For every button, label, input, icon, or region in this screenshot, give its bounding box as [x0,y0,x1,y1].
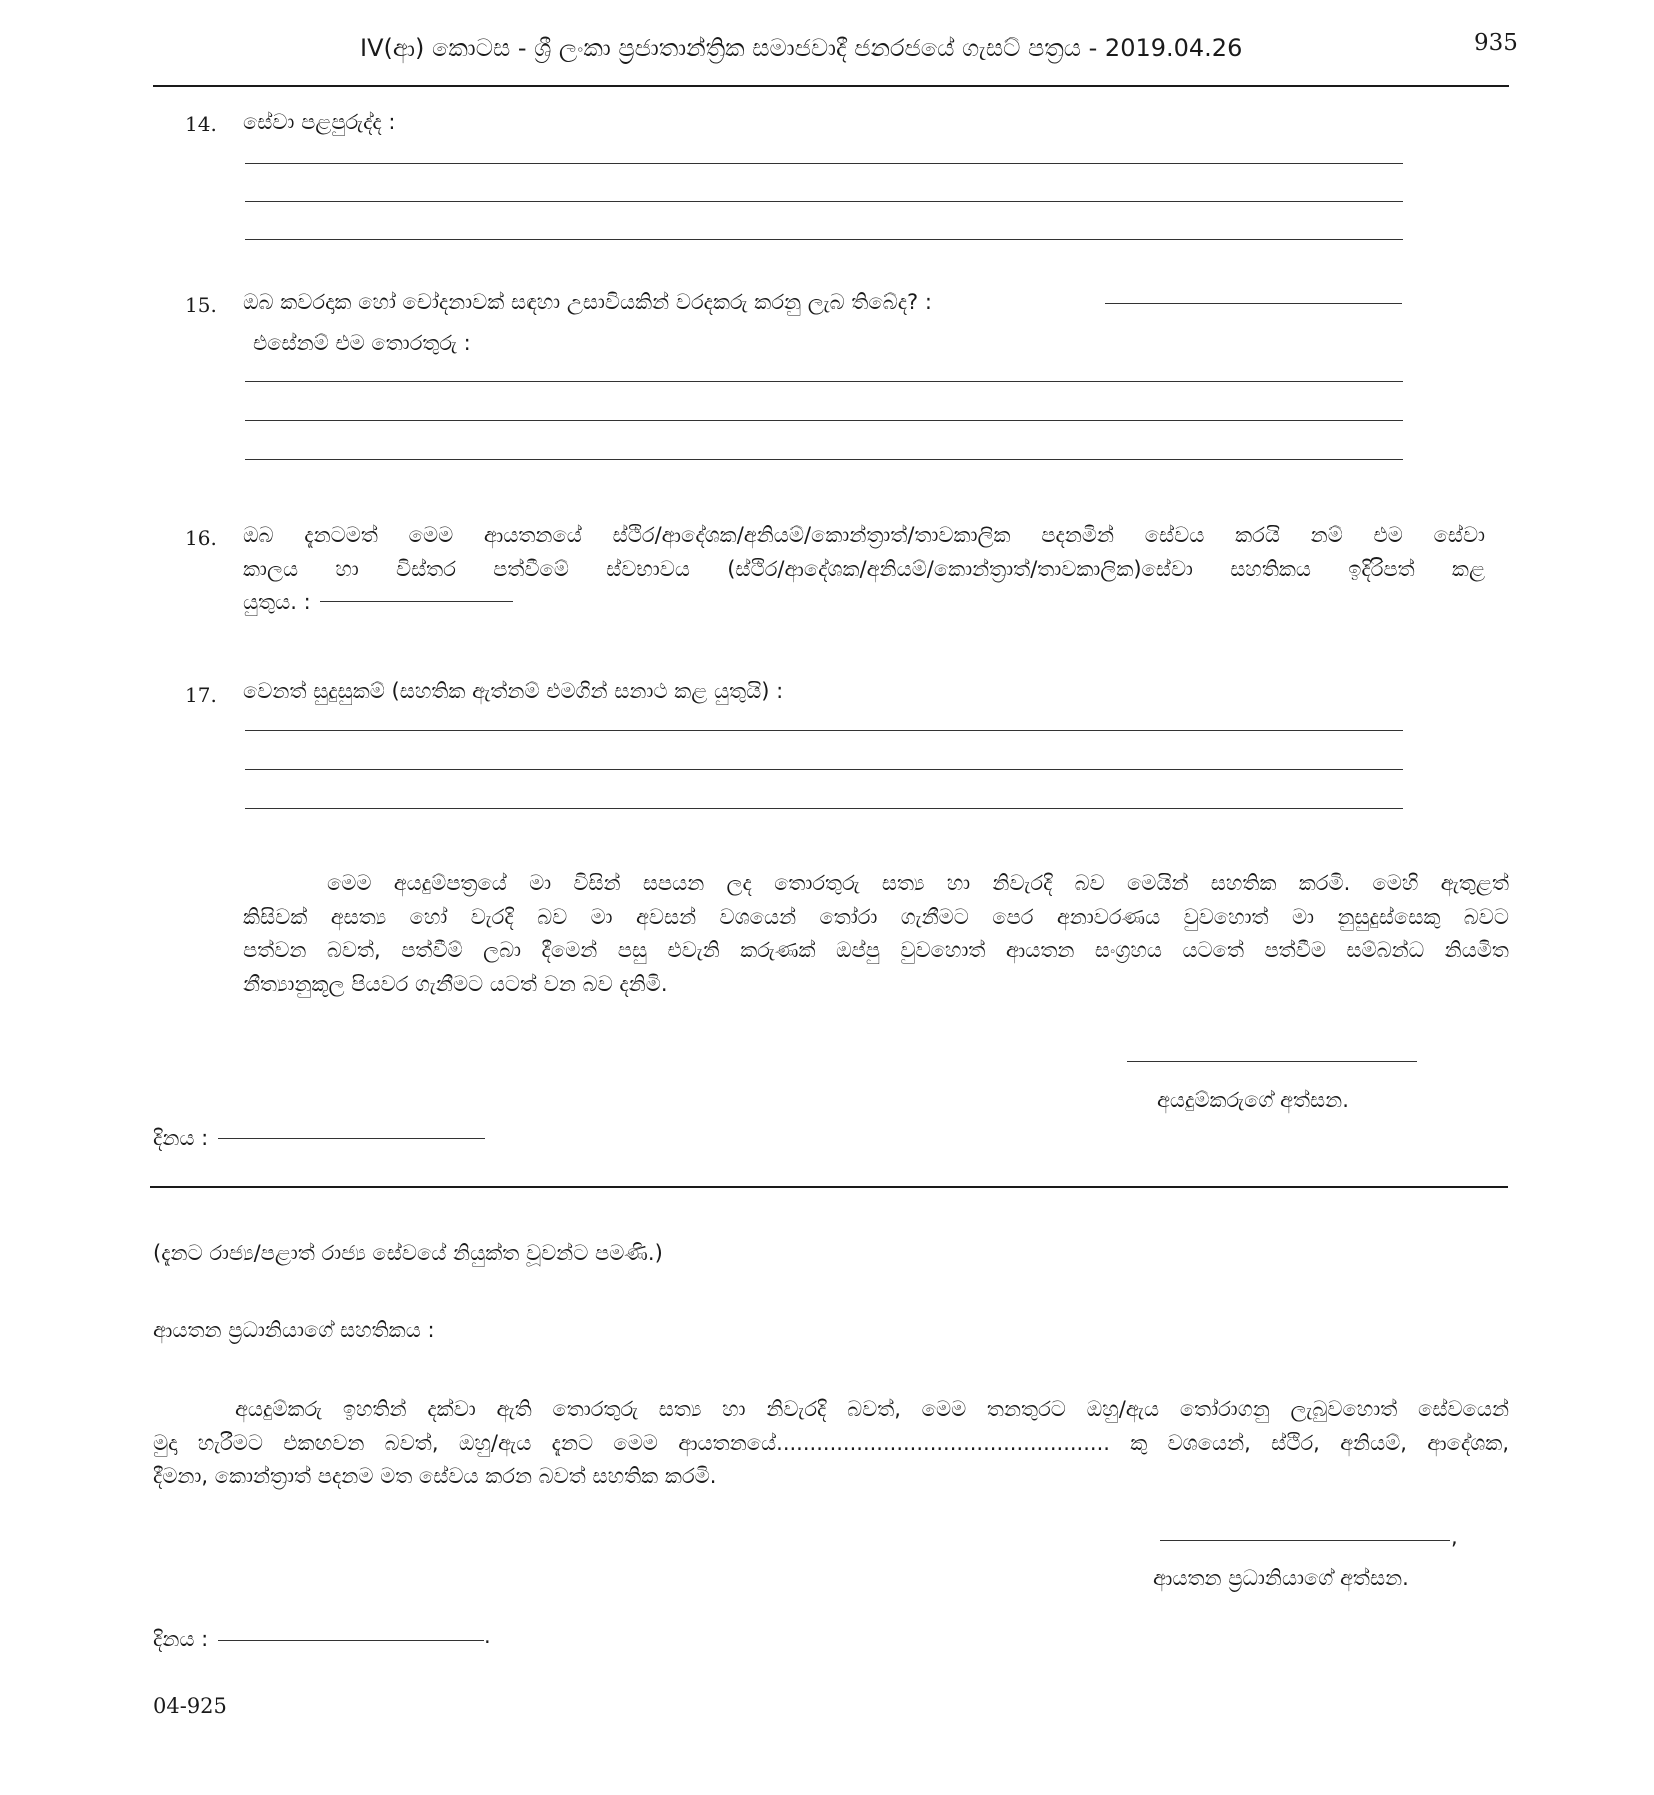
declaration-date-line[interactable] [218,1138,485,1139]
declaration-text [243,867,1509,1001]
item-17-label: වෙනත් සුදුසුකම් (සහතික ඇත්නම් එමගින් සනාථ කළ යුතුයි) : [243,679,784,703]
certificate-heading: ආයතන ප්‍රධානියාගේ සහතිකය : [153,1318,435,1342]
item-16-number: 16. [185,526,217,550]
section-divider [150,1186,1508,1188]
item-14-answer-line-2[interactable] [245,201,1403,202]
item-16-line-3: යුතුය. : [243,590,311,614]
item-15-answer-line-2[interactable] [245,420,1403,421]
head-signature-line[interactable] [1160,1540,1450,1541]
certificate-date-label: දිනය : [153,1627,209,1651]
declaration-line-2: කිසිවක් අසත්‍ය හෝ වැරදි බව මා අවසන් වශයෙන් තෝරා ගැනීමට පෙර අනාවරණය වුවහොත් මා නුසුදුස්සෙකු බවට [243,904,1509,929]
applicant-signature-caption: අයදුම්කරුගේ අත්සන. [1157,1088,1349,1112]
item-14-answer-line-1[interactable] [245,163,1403,164]
certificate-line-1: අයදුම්කරු ඉහතින් දක්වා ඇති තොරතුරු සත්‍ය හා නිවැරදි බවත්, මෙම තනතුරට ඔහු/ඇය තෝරාගනු ලැබුවහොත් සේවයෙන් [235,1397,1509,1421]
certificate-date-end: . [484,1624,491,1648]
item-14-label: සේවා පළපුරුද්ද : [243,110,396,134]
certificate-date-line[interactable] [218,1640,484,1641]
item-15-label: ඔබ කවරදාක හෝ චෝදනාවක් සඳහා උසාවියකින් වරදකරු කරනු ලැබ තිබේද? : [243,290,932,314]
certificate-text [153,1393,1509,1494]
head-signature-comma: , [1451,1525,1458,1549]
certificate-line-3: දීමනා, කොන්ත්‍රාත් පදනම මත සේවය කරන බවත් සහතික කරමි. [153,1464,717,1488]
item-15-sub-label: එසේනම් එම තොරතුරු : [253,331,471,355]
item-14-answer-line-3[interactable] [245,239,1403,240]
declaration-line-1: මෙම අයදුම්පත්‍රයේ මා විසින් සපයන ලද තොරතුරු සත්‍ය හා නිවැරදි බව මෙයින් සහතික කරමි. මෙහි ඇතුළත් [327,871,1509,895]
item-15-number: 15. [185,293,217,317]
footer-code: 04-925 [153,1694,227,1718]
item-17-answer-line-1[interactable] [245,730,1403,731]
item-17-answer-line-3[interactable] [245,808,1403,809]
item-17-answer-line-2[interactable] [245,769,1403,770]
declaration-date-label: දිනය : [153,1126,209,1150]
item-16-inline-line[interactable] [320,601,513,602]
header-rule [153,85,1509,87]
item-15-answer-line-1[interactable] [245,381,1403,382]
item-14-number: 14. [185,112,217,136]
certificate-line-2: මුදා හැරීමට එකඟවන බවත්, ඔහු/ඇය දැනට මෙම ආයතනයේ.................................................. කු වශයෙන්, ස්ථිර, අනියම්, ආදේශක, [153,1430,1509,1455]
item-16-line-2: කාලය හා විස්තර පත්වීමේ ස්වභාවය (ස්ථිර/ආදේශක/අනියම්/කොන්ත්‍රාත්/තාවකාලික)සේවා සහතිකය ඉදිරිපත් කළ [243,556,1485,581]
gazette-header-title: IV(ආ) කොටස - ශ්‍රී ලංකා ප්‍රජාතාන්ත්‍රික සමාජවාදී ජනරජයේ ගැසට් පත්‍රය - 2019.04.26 [360,34,1243,62]
item-15-answer-line-3[interactable] [245,459,1403,460]
declaration-line-3: පත්වන බවත්, පත්වීම් ලබා දීමෙන් පසු එවැනි කරුණක් ඔප්පු වුවහොත් ආයතන සංග්‍රහය යටතේ පත්වීම සම්බන්ධ නියමිත [243,938,1509,962]
certificate-note: (දැනට රාජ්‍ය/පළාත් රාජ්‍ය සේවයේ නියුක්ත වූවන්ට පමණි.) [153,1241,663,1265]
item-16-text [243,519,1485,620]
item-16-line-1: ඔබ දැනටමත් මෙම ආයතනයේ ස්ථිර/ආදේශක/අනියම්/කොන්ත්‍රාත්/තාවකාලික පදනමින් සේවය කරයි නම් එම සේවා [243,523,1485,547]
item-15-inline-line[interactable] [1105,303,1402,304]
head-signature-caption: ආයතන ප්‍රධානියාගේ අත්සන. [1153,1566,1409,1590]
page-number: 935 [1474,30,1518,56]
declaration-line-4: නීත්‍යානුකූල පියවර ගැනීමට යටත් වන බව දනිමි. [243,971,668,996]
item-17-number: 17. [185,683,217,707]
applicant-signature-line[interactable] [1127,1061,1417,1062]
